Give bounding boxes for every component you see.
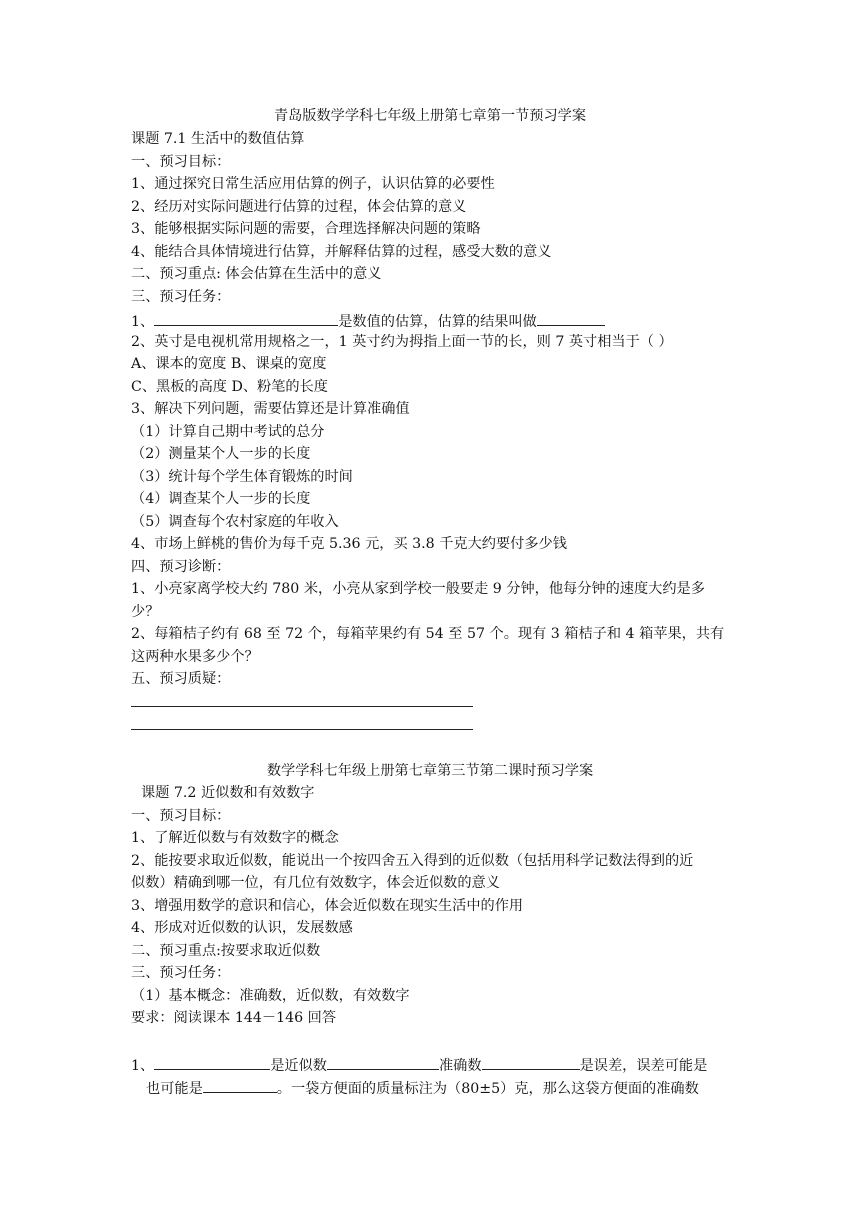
doc1-goal: 4、能结合具体情境进行估算，并解释估算的过程，感受大数的意义 bbox=[131, 244, 552, 260]
answer-blank[interactable] bbox=[327, 1053, 439, 1070]
doc2-q1-text-c: 是误差，误差可能是 bbox=[579, 1058, 708, 1074]
doc1-options-cd: C、黑板的高度 D、粉笔的长度 bbox=[131, 379, 328, 395]
doc2-goal: 4、形成对近似数的认识，发展数感 bbox=[131, 920, 353, 936]
doc2-goals-heading: 一、预习目标： bbox=[131, 808, 231, 824]
doc2-q1-text-b: 准确数 bbox=[438, 1058, 482, 1074]
doc1-goal: 3、能够根据实际问题的需要，合理选择解决问题的策略 bbox=[131, 221, 481, 237]
doc2-question-2 bbox=[146, 1076, 699, 1099]
doc2-q1-text-a: 是近似数 bbox=[270, 1058, 327, 1074]
answer-blank[interactable] bbox=[154, 1053, 270, 1070]
doc1-goal: 2、经历对实际问题进行估算的过程，体会估算的意义 bbox=[131, 199, 467, 215]
answer-blank[interactable] bbox=[537, 309, 605, 326]
doc1-diagnosis-2b: 这两种水果多少个？ bbox=[131, 649, 259, 665]
doc1-task1-text: 是数值的估算，估算的结果叫做 bbox=[338, 314, 537, 330]
doc1-questions-heading: 五、预习质疑： bbox=[131, 671, 231, 687]
doc2-goal: 似数）精确到哪一位，有几位有效数字，体会近似数的意义 bbox=[131, 875, 500, 891]
doc1-diagnosis-1a: 1、小亮家离学校大约 780 米，小亮从家到学校一般要走 9 分钟，他每分钟的速度大约是多 bbox=[131, 581, 705, 597]
answer-blank[interactable] bbox=[203, 1076, 277, 1093]
answer-line[interactable] bbox=[131, 706, 473, 707]
doc1-lesson-title: 课题 7.1 生活中的数值估算 bbox=[131, 131, 305, 147]
doc2-requirement: 要求：阅读课本 144－146 回答 bbox=[131, 1010, 337, 1026]
doc1-goals-heading: 一、预习目标： bbox=[131, 154, 231, 170]
doc1-task3-item: （2）测量某个人一步的长度 bbox=[131, 446, 311, 462]
doc1-task1-prefix: 1、 bbox=[131, 314, 155, 330]
doc2-tasks-heading: 三、预习任务： bbox=[131, 965, 231, 981]
doc2-goal: 1、了解近似数与有效数字的概念 bbox=[131, 830, 339, 846]
doc1-title: 青岛版数学学科七年级上册第七章第一节预习学案 bbox=[273, 108, 587, 124]
doc1-task3-item: （4）调查某个人一步的长度 bbox=[131, 491, 311, 507]
doc2-q2-prefix: 也可能是 bbox=[146, 1081, 203, 1097]
doc2-title: 数学学科七年级上册第七章第三节第二课时预习学案 bbox=[266, 763, 594, 779]
doc2-lesson-title: 课题 7.2 近似数和有效数字 bbox=[141, 785, 315, 801]
doc1-options-ab: A、课本的宽度 B、课桌的宽度 bbox=[131, 356, 327, 372]
doc1-goal: 1、通过探究日常生活应用估算的例子，认识估算的必要性 bbox=[131, 176, 495, 192]
doc1-task3-item: （1）计算自己期中考试的总分 bbox=[131, 424, 325, 440]
doc1-tasks-heading: 三、预习任务： bbox=[131, 289, 231, 305]
doc2-focus: 二、预习重点:按要求取近似数 bbox=[131, 943, 321, 959]
doc1-focus: 二、预习重点: 体会估算在生活中的意义 bbox=[131, 266, 382, 282]
doc1-task2: 2、英寸是电视机常用规格之一，1 英寸约为拇指上面一节的长，则 7 英寸相当于（ ） bbox=[131, 334, 673, 350]
doc2-goal: 2、能按要求取近似数，能说出一个按四舍五入得到的近似数（包括用科学记数法得到的近 bbox=[131, 853, 694, 869]
doc2-q1-prefix: 1、 bbox=[131, 1058, 155, 1074]
doc1-task1 bbox=[131, 309, 605, 332]
doc2-question-1 bbox=[131, 1053, 707, 1076]
answer-blank[interactable] bbox=[482, 1053, 580, 1070]
doc1-task4: 4、市场上鲜桃的售价为每千克 5.36 元，买 3.8 千克大约要付多少钱 bbox=[131, 536, 567, 552]
doc2-goal: 3、增强用数学的意识和信心，体会近似数在现实生活中的作用 bbox=[131, 898, 524, 914]
doc2-q2-text: 。一袋方便面的质量标注为（80±5）克，那么这袋方便面的准确数 bbox=[276, 1081, 699, 1097]
doc2-task1: （1）基本概念：准确数，近似数，有效数字 bbox=[131, 988, 410, 1004]
answer-line[interactable] bbox=[131, 729, 473, 730]
doc1-task3-item: （5）调查每个农村家庭的年收入 bbox=[131, 514, 339, 530]
doc1-diagnosis-2a: 2、每箱桔子约有 68 至 72 个，每箱苹果约有 54 至 57 个。现有 3 箱桔子和 4 箱苹果，共有 bbox=[131, 626, 725, 642]
doc1-diagnosis-1b: 少？ bbox=[131, 604, 160, 620]
answer-blank[interactable] bbox=[154, 309, 338, 326]
doc1-task3-item: （3）统计每个学生体育锻炼的时间 bbox=[131, 469, 353, 485]
doc1-diagnosis-heading: 四、预习诊断： bbox=[131, 559, 231, 575]
doc1-task3: 3、解决下列问题，需要估算还是计算准确值 bbox=[131, 401, 410, 417]
